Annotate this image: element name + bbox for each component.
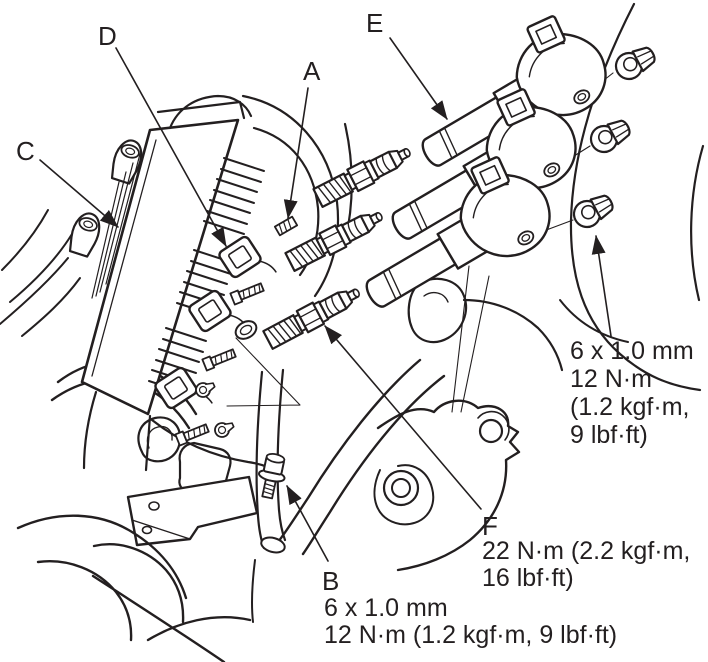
- harness-bracket-bolt: [254, 452, 289, 500]
- diagonal-hose: [278, 360, 444, 554]
- block-upper-edge: [464, 300, 562, 370]
- callout-a: A: [303, 56, 321, 86]
- spec-line: 6 x 1.0 mm: [324, 594, 448, 622]
- mount-blob: [409, 279, 466, 342]
- harness-stay-stud-a: [275, 217, 297, 236]
- bracket-plate: [128, 477, 257, 545]
- spec-line: 16 lbf·ft): [482, 564, 574, 592]
- spec-line: 22 N·m (2.2 kgf·m,: [482, 537, 691, 565]
- spec-line: 12 N·m: [570, 365, 652, 393]
- cover-bolt-1: [194, 379, 217, 400]
- spark-plugs: [262, 141, 414, 351]
- loop-handle-inner: [147, 427, 172, 448]
- cover-stud-2: [202, 347, 236, 370]
- spec-coil-mount-bolt: [570, 337, 694, 449]
- cover-stud-1: [230, 281, 264, 304]
- loop-handle: [138, 417, 180, 461]
- cover-stud-3: [175, 422, 209, 445]
- leader-c: [40, 160, 118, 227]
- coil-mounting-bolt-1: [611, 42, 659, 84]
- leader-a: [288, 88, 308, 218]
- callout-b: B: [322, 566, 340, 596]
- block-bolt-hole-outer: [384, 471, 418, 505]
- cowl-edge-curve-right: [691, 146, 703, 300]
- cover-bolt-2: [213, 419, 236, 440]
- leader-e: [390, 38, 447, 119]
- coil-mounting-bolt-2: [586, 115, 634, 157]
- callout-e: E: [366, 8, 384, 38]
- spark-plug-2: [285, 205, 387, 273]
- leader-coil-bolt-spec: [596, 236, 611, 336]
- claw-curves: [0, 210, 80, 336]
- spec-harness-bracket-bolt: [324, 595, 617, 649]
- lug-bolt-hole: [480, 420, 502, 442]
- spec-line: (1.2 kgf·m,: [570, 393, 690, 421]
- spec-spark-plug-torque: [482, 538, 690, 592]
- spark-plug-1: [313, 141, 415, 209]
- cover-top-face: [82, 120, 238, 414]
- callout-f: F: [482, 511, 498, 541]
- pipe-lower: [252, 560, 255, 622]
- coil-mounting-bolt-3: [569, 190, 617, 232]
- head-finger-boss-2: [66, 210, 103, 258]
- spec-line: 9 lbf·ft): [570, 421, 648, 449]
- spec-line: 12 N·m (1.2 kgf·m, 9 lbf·ft): [324, 621, 618, 649]
- spark-plug-3: [262, 281, 364, 350]
- stud-a-body: [275, 217, 297, 236]
- spec-line: 6 x 1.0 mm: [570, 337, 694, 365]
- mount-blob-inner: [424, 293, 448, 302]
- mount-body-curves: [18, 516, 250, 662]
- callout-d: D: [98, 21, 117, 51]
- callout-c: C: [16, 136, 35, 166]
